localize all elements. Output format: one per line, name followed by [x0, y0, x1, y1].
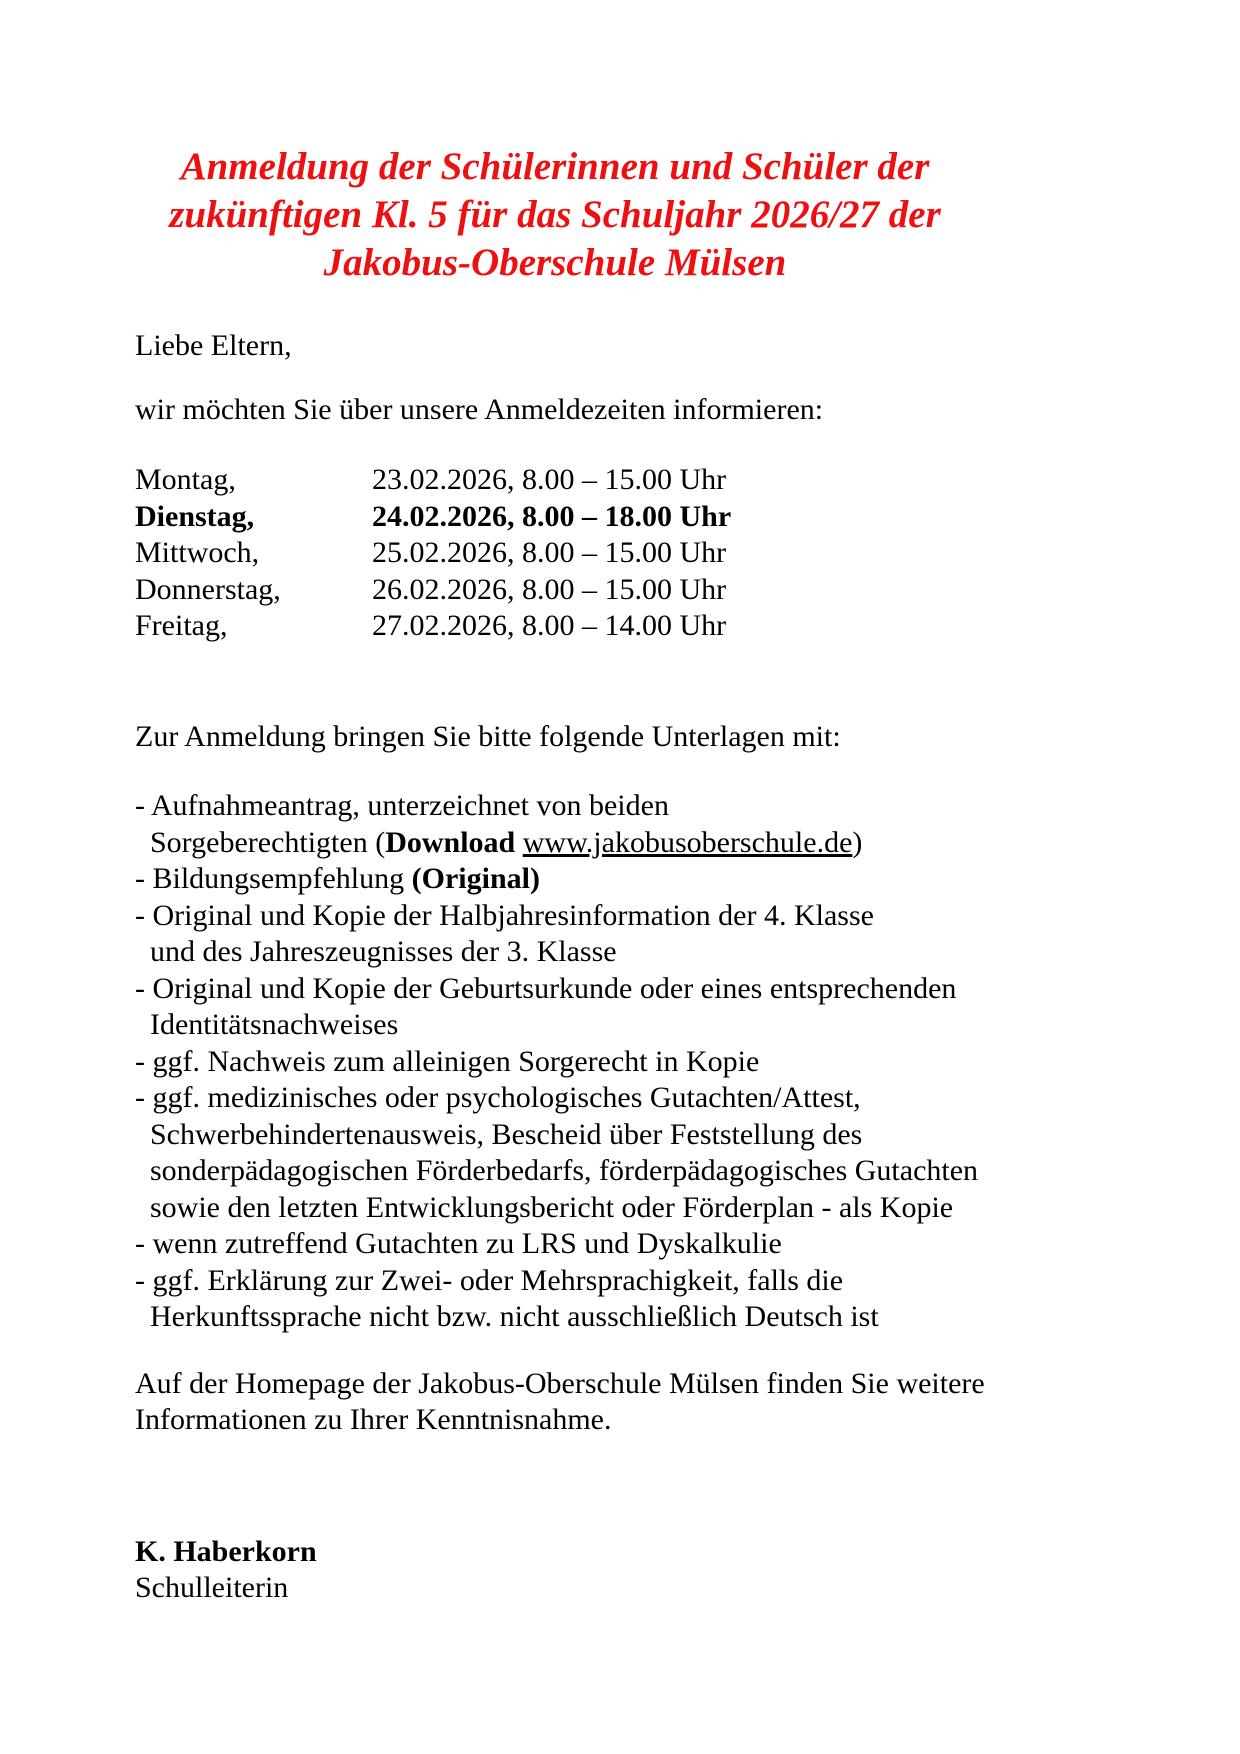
schedule-row-monday	[135, 462, 1240, 499]
list-item-custody: - ggf. Nachweis zum alleinigen Sorgerecht in Kopie	[135, 1044, 760, 1078]
signature-block	[135, 1534, 1240, 1607]
signature-name: K. Haberkorn	[135, 1534, 317, 1568]
schedule-row-friday	[135, 608, 1240, 645]
list-item-line: Schwerbehindertenausweis, Bescheid über Feststellung des	[150, 1117, 863, 1151]
list-item-application	[135, 788, 1240, 861]
schedule-row-thursday	[135, 572, 1240, 609]
closing-line: Informationen zu Ihrer Kenntnisnahme.	[135, 1403, 612, 1436]
title-line-3: Jakobus-Oberschule Mülsen	[323, 241, 787, 284]
closing-paragraph	[135, 1366, 1240, 1439]
list-item-line: - Aufnahmeantrag, unterzeichnet von beiden	[135, 789, 669, 822]
schedule-time: 27.02.2026, 8.00 – 14.00 Uhr	[372, 609, 727, 642]
documents-heading: Zur Anmeldung bringen Sie bitte folgende Unterlagen mit:	[135, 719, 841, 753]
item-text	[515, 826, 523, 859]
list-item-line: Identitätsnachweises	[150, 1008, 399, 1041]
signature-role: Schulleiterin	[135, 1571, 289, 1604]
list-item-recommendation	[135, 861, 1240, 898]
list-item-multilingual	[135, 1263, 1240, 1336]
schedule-row-tuesday	[135, 499, 1240, 536]
schedule-day: Donnerstag,	[135, 572, 281, 606]
intro-paragraph: wir möchten Sie über unsere Anmeldezeiten informieren:	[135, 392, 824, 426]
schedule-day: Dienstag,	[135, 499, 255, 533]
list-item-line: - Original und Kopie der Geburtsurkunde oder eines entsprechenden	[135, 971, 957, 1005]
title-line-1: Anmeldung der Schülerinnen und Schüler der	[180, 145, 930, 188]
schedule-time: 25.02.2026, 8.00 – 15.00 Uhr	[372, 536, 727, 569]
item-text: - Bildungsempfehlung	[135, 862, 412, 895]
schedule-time: 24.02.2026, 8.00 – 18.00 Uhr	[372, 499, 732, 533]
download-label: Download	[385, 825, 516, 859]
schedule-day: Mittwoch,	[135, 536, 260, 569]
documents-list	[135, 788, 1240, 1336]
item-text: Sorgeberechtigten (	[150, 825, 386, 859]
list-item-line: - Original und Kopie der Halbjahresinformation der 4. Klasse	[135, 898, 874, 932]
school-website-link[interactable]: www.jakobusoberschule.de	[522, 825, 853, 859]
list-item-line: sonderpädagogischen Förderbedarfs, förderpädagogisches Gutachten	[150, 1154, 979, 1187]
list-item-medical-reports	[135, 1080, 1240, 1226]
list-item-line: - ggf. medizinisches oder psychologisches Gutachten/Attest,	[135, 1081, 861, 1114]
closing-line: Auf der Homepage der Jakobus-Oberschule Mülsen finden Sie weitere	[135, 1366, 985, 1400]
schedule-time: 26.02.2026, 8.00 – 15.00 Uhr	[372, 572, 727, 606]
schedule-row-wednesday	[135, 535, 1240, 572]
list-item-line: Herkunftssprache nicht bzw. nicht ausschließlich Deutsch ist	[150, 1300, 879, 1333]
schedule-day: Freitag,	[135, 609, 228, 642]
list-item-line: sowie den letzten Entwicklungsbericht oder Förderplan - als Kopie	[150, 1190, 954, 1224]
item-text: )	[852, 825, 863, 859]
list-item-report-cards	[135, 898, 1240, 971]
list-item-lrs: - wenn zutreffend Gutachten zu LRS und Dyskalkulie	[135, 1227, 782, 1260]
list-item-line: und des Jahreszeugnisses der 3. Klasse	[150, 935, 617, 968]
list-item-birth-certificate	[135, 971, 1240, 1044]
title-line-2: zukünftigen Kl. 5 für das Schuljahr 2026/27 der	[169, 193, 941, 236]
document-title	[135, 143, 975, 287]
greeting: Liebe Eltern,	[135, 329, 292, 362]
original-label: (Original)	[411, 862, 540, 895]
schedule-time: 23.02.2026, 8.00 – 15.00 Uhr	[372, 463, 727, 496]
registration-schedule	[135, 462, 1240, 645]
list-item-line	[150, 825, 1240, 862]
schedule-day: Montag,	[135, 463, 236, 496]
list-item-line: - ggf. Erklärung zur Zwei- oder Mehrsprachigkeit, falls die	[135, 1263, 844, 1297]
